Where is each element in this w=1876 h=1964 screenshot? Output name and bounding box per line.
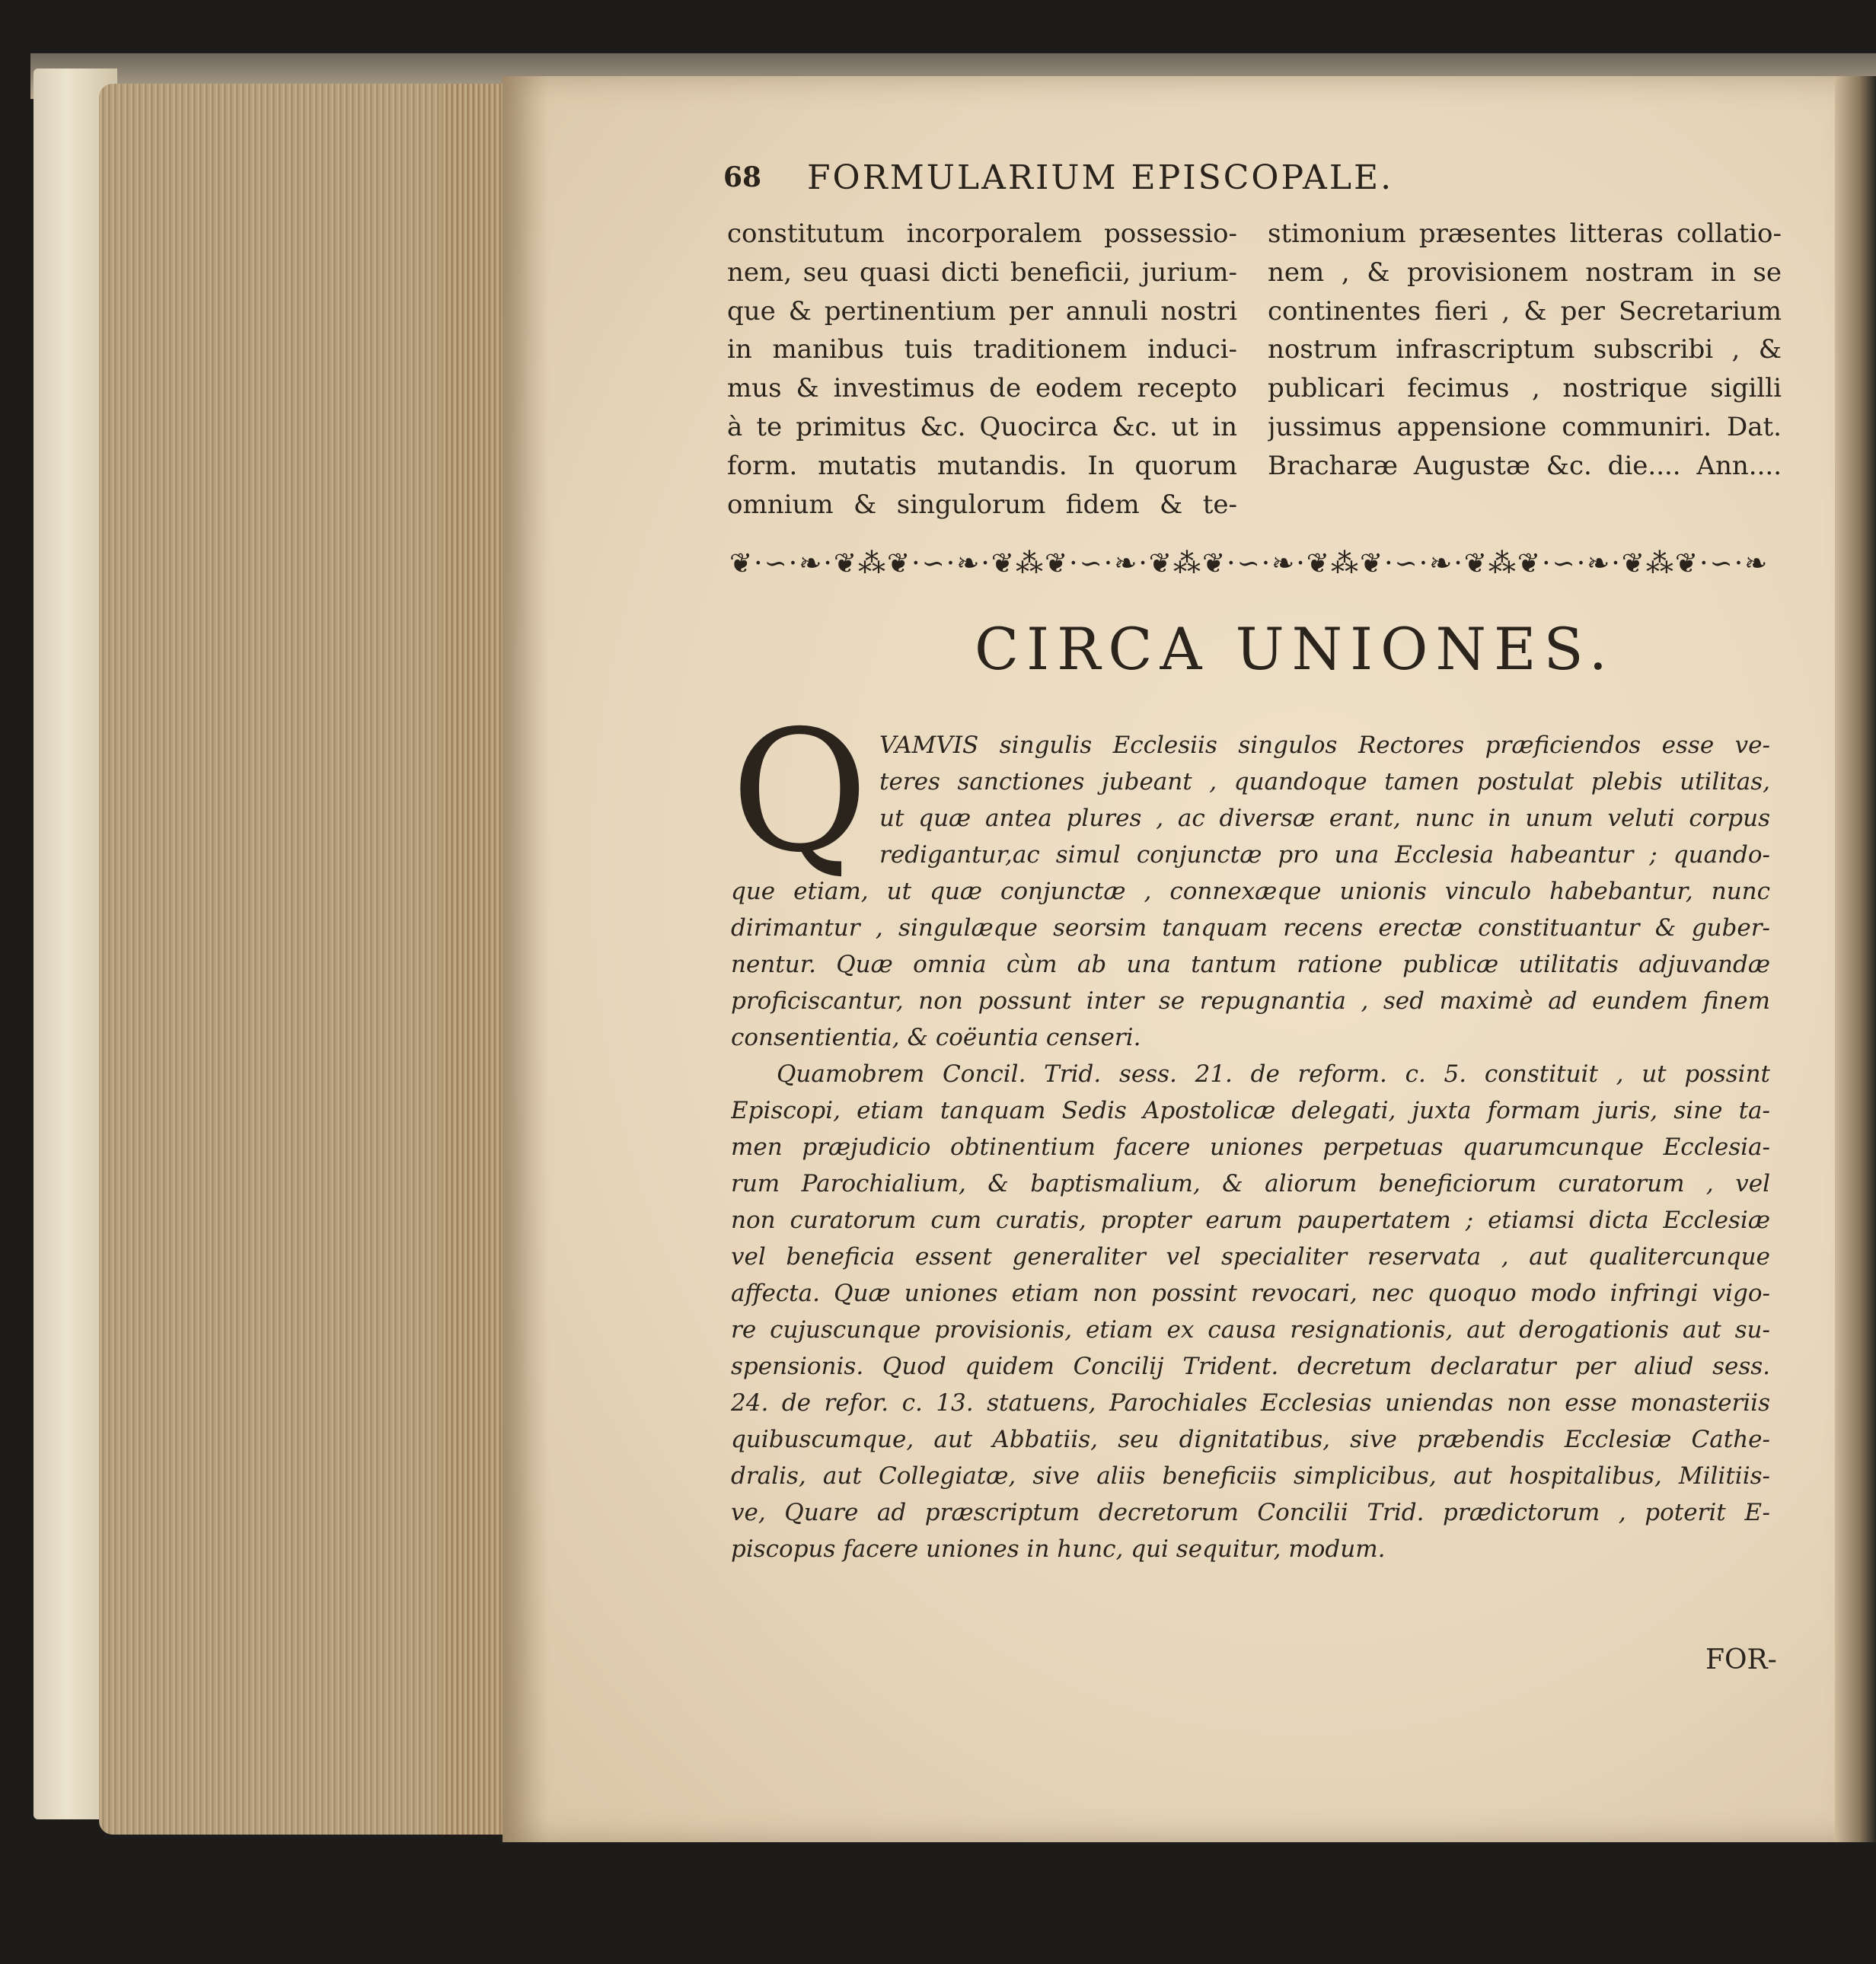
text-line: omnium & singulorum fidem & te- (727, 489, 1237, 520)
text-line: que & pertinentium per annuli nostri (727, 295, 1237, 327)
decorative-ornament-band: ❦·∽·❧·❦⁂❦·∽·❧·❦⁂❦·∽·❧·❦⁂❦·∽·❧·❦⁂❦·∽·❧·❦⁂❦·∽·❧·❦⁂❦·∽·❧ (729, 548, 1769, 579)
left-column (727, 215, 1237, 524)
text-line: nem, seu quasi dicti beneficii, jurium- (727, 257, 1237, 288)
paragraph-2 (731, 1056, 1770, 1567)
drop-cap: Q (731, 694, 869, 889)
page-gutter (502, 76, 548, 1842)
text-line: Quamobrem Concil. Trid. sess. 21. de reform. c. 5. constituit , ut possint (777, 1060, 1770, 1088)
text-line: teres sanctiones jubeant , quandoque tamen postulat plebis utilitas, (879, 768, 1770, 795)
catchword: FOR- (1705, 1644, 1777, 1675)
text-line: nentur. Quæ omnia cùm ab una tantum ratione publicæ utilitatis adjuvandæ (731, 951, 1770, 978)
right-column (1268, 215, 1782, 486)
text-line: men præjudicio obtinentium facere uniones perpetuas quarumcunque Ecclesia- (731, 1133, 1770, 1161)
page-right-edge (1835, 76, 1876, 1842)
text-line: à te primitus &c. Quocirca &c. ut in (727, 411, 1237, 442)
text-line: redigantur,ac simul conjunctæ pro una Ecclesia habeantur ; quando- (879, 841, 1770, 869)
text-line: piscopus facere uniones in hunc, qui sequitur, modum. (731, 1535, 1386, 1563)
paragraph-1-opening (731, 727, 1770, 873)
text-line: que etiam, ut quæ conjunctæ , connexæque unionis vinculo habebantur, nunc (731, 878, 1770, 905)
section-title: CIRCA UNIONES. (975, 615, 1615, 683)
page-block-inner-edge (442, 84, 510, 1835)
text-line: dralis, aut Collegiatæ, sive aliis beneficiis simplicibus, aut hospitalibus, Militiis- (731, 1462, 1770, 1490)
page-number: 68 (723, 161, 762, 193)
text-line: ve, Quare ad præscriptum decretorum Concilii Trid. prædictorum , poterit E- (731, 1499, 1770, 1526)
text-line: spensionis. Quod quidem Concilij Trident. decretum declaratur per aliud sess. (731, 1353, 1770, 1380)
text-line: re cujuscunque provisionis, etiam ex causa resignationis, aut derogationis aut su- (731, 1316, 1770, 1344)
running-head (723, 158, 1782, 207)
text-line: consentientia, & coëuntia censeri. (731, 1024, 1141, 1051)
text-line: publicari fecimus , nostrique sigilli (1268, 373, 1782, 404)
text-line: constitutum incorporalem possessio- (727, 218, 1237, 249)
text-line: non curatorum cum curatis, propter earum paupertatem ; etiamsi dicta Ecclesiæ (731, 1207, 1770, 1234)
text-line: jussimus appensione communiri. Dat. (1268, 411, 1782, 442)
text-line: mus & investimus de eodem recepto (727, 373, 1237, 404)
text-line: continentes fieri , & per Secretarium (1268, 295, 1782, 327)
text-line: VAMVIS singulis Ecclesiis singulos Rectores præficiendos esse ve- (879, 732, 1770, 759)
text-line: form. mutatis mutandis. In quorum (727, 450, 1237, 481)
text-line: ut quæ antea plures , ac diversæ erant, nunc in unum veluti corpus (879, 805, 1770, 832)
text-line: 24. de refor. c. 13. statuens, Parochiales Ecclesias uniendas non esse monasteriis (731, 1389, 1770, 1417)
text-line: Episcopi, etiam tanquam Sedis Apostolicæ delegati, juxta formam juris, sine ta- (731, 1097, 1770, 1124)
text-line: nostrum infrascriptum subscribi , & (1268, 334, 1782, 365)
text-line: nem , & provisionem nostram in se (1268, 257, 1782, 288)
running-title: FORMULARIUM EPISCOPALE. (807, 158, 1394, 197)
text-line: stimonium præsentes litteras collatio- (1268, 218, 1782, 249)
text-line: Bracharæ Augustæ &c. die.... Ann.... (1268, 450, 1782, 481)
text-line: proficiscantur, non possunt inter se repugnantia , sed maximè ad eundem finem (731, 987, 1770, 1015)
text-line: in manibus tuis traditionem induci- (727, 334, 1237, 365)
paragraph-1-continuation (731, 873, 1770, 1056)
text-line: affecta. Quæ uniones etiam non possint revocari, nec quoquo modo infringi vigo- (731, 1280, 1770, 1307)
text-line: vel beneficia essent generaliter vel specialiter reservata , aut qualitercunque (731, 1243, 1770, 1271)
text-line: rum Parochialium, & baptismalium, & aliorum beneficiorum curatorum , vel (731, 1170, 1770, 1197)
text-line: quibuscumque, aut Abbatiis, seu dignitatibus, sive præbendis Ecclesiæ Cathe- (731, 1426, 1770, 1453)
text-line: dirimantur , singulæque seorsim tanquam recens erectæ constituantur & guber- (731, 914, 1770, 942)
